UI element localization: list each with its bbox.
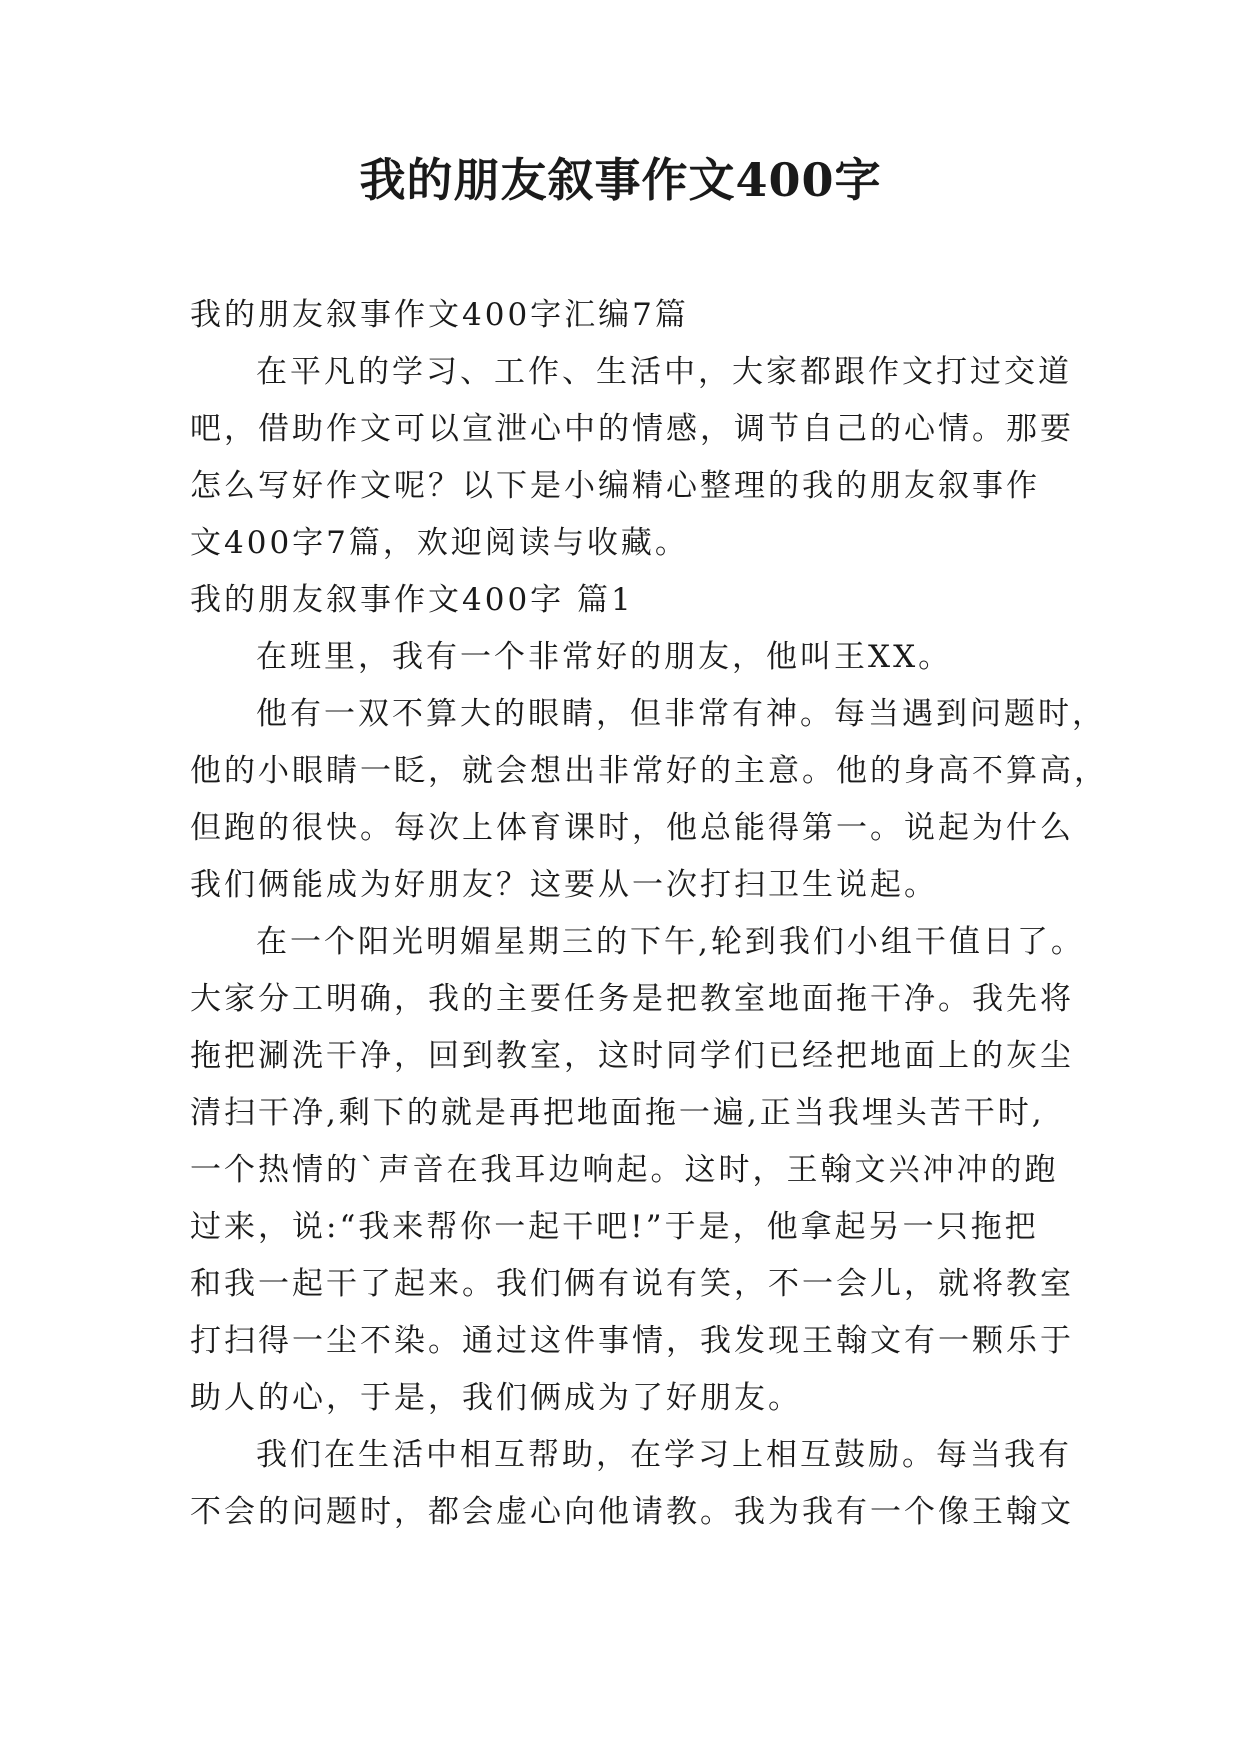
text-line: 在平凡的学习、工作、生活中，大家都跟作文打过交道: [256, 354, 1072, 390]
text-line: 不会的问题时，都会虚心向他请教。我为我有一个像王翰文: [190, 1494, 1074, 1530]
text-line: 我的朋友叙事作文400字 篇1: [190, 582, 634, 618]
text-line: 吧，借助作文可以宣泄心中的情感，调节自己的心情。那要: [190, 411, 1074, 447]
text-line: 但跑的很快。每次上体育课时，他总能得第一。说起为什么: [190, 810, 1074, 846]
text-line: 怎么写好作文呢？以下是小编精心整理的我的朋友叙事作: [190, 468, 1040, 504]
text-line: 文400字7篇，欢迎阅读与收藏。: [190, 525, 689, 561]
text-line: 清扫干净,剩下的就是再把地面拖一遍,正当我埋头苦干时,: [190, 1095, 1045, 1131]
text-line: 我们俩能成为好朋友？这要从一次打扫卫生说起。: [190, 867, 938, 903]
document-body: [190, 287, 1108, 1541]
text-line: 在一个阳光明媚星期三的下午,轮到我们小组干值日了。: [256, 924, 1085, 960]
text-line: 他有一双不算大的眼睛，但非常有神。每当遇到问题时，: [256, 696, 1106, 732]
text-line: 我的朋友叙事作文400字汇编7篇: [190, 297, 689, 333]
text-line: 打扫得一尘不染。通过这件事情，我发现王翰文有一颗乐于: [190, 1323, 1074, 1359]
text-line: 过来，说:“我来帮你一起干吧!”于是，他拿起另一只拖把: [190, 1209, 1039, 1245]
text-line: 在班里，我有一个非常好的朋友，他叫王XX。: [256, 639, 953, 675]
document-title: 我的朋友叙事作文400字: [359, 153, 882, 207]
text-line: 拖把涮洗干净，回到教室，这时同学们已经把地面上的灰尘: [190, 1038, 1074, 1074]
text-line: 他的小眼睛一眨，就会想出非常好的主意。他的身高不算高，: [190, 753, 1108, 789]
text-line: 和我一起干了起来。我们俩有说有笑，不一会儿，就将教室: [190, 1266, 1074, 1302]
text-line: 一个热情的`声音在我耳边响起。这时，王翰文兴冲冲的跑: [190, 1152, 1059, 1188]
text-line: 我们在生活中相互帮助，在学习上相互鼓励。每当我有: [256, 1437, 1072, 1473]
text-line: 大家分工明确，我的主要任务是把教室地面拖干净。我先将: [190, 981, 1074, 1017]
text-line: 助人的心，于是，我们俩成为了好朋友。: [190, 1380, 802, 1416]
